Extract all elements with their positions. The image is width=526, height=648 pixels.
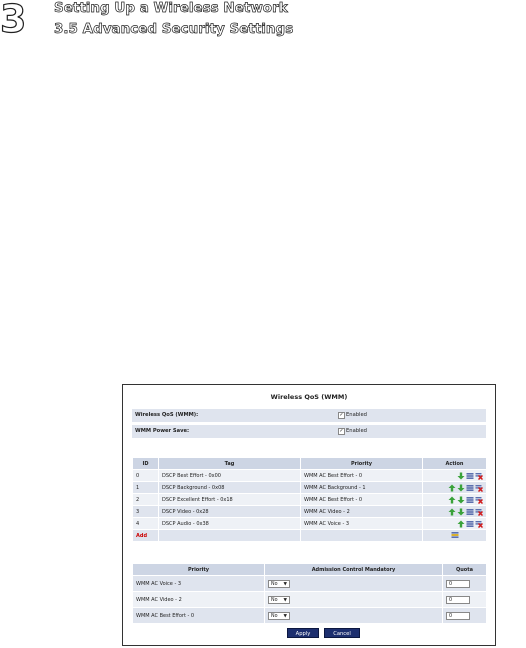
rule-tag: DSCP Background - 0x08	[159, 482, 301, 494]
chevron-down-icon: ▼	[283, 597, 287, 603]
column-header-tag: Tag	[159, 458, 301, 470]
move-up-icon[interactable]	[448, 484, 456, 492]
rule-actions	[423, 470, 487, 482]
admission-priority: WMM AC Video - 2	[133, 592, 265, 608]
delete-icon[interactable]	[475, 472, 483, 480]
move-down-icon[interactable]	[457, 496, 465, 504]
rule-priority: WMM AC Best Effort - 0	[301, 470, 423, 482]
rule-id: 4	[133, 518, 159, 530]
power-save-setting-label: WMM Power Save:	[135, 428, 190, 434]
table-row	[133, 518, 487, 530]
delete-icon[interactable]	[475, 520, 483, 528]
rule-id: 0	[133, 470, 159, 482]
rule-priority: WMM AC Video - 2	[301, 506, 423, 518]
admission-mandatory-select[interactable]: No ▼	[268, 612, 290, 620]
table-row-add	[133, 530, 487, 542]
move-down-icon[interactable]	[457, 472, 465, 480]
quota-input[interactable]: 0	[446, 596, 470, 604]
admission-cell	[265, 608, 443, 624]
table-row	[133, 494, 487, 506]
power-save-setting-row	[132, 425, 486, 439]
column-header-priority: Priority	[133, 564, 265, 576]
table-row	[133, 592, 487, 608]
rule-tag: DSCP Excellent Effort - 0x18	[159, 494, 301, 506]
rule-actions	[423, 506, 487, 518]
rule-actions	[423, 518, 487, 530]
move-down-icon[interactable]	[457, 484, 465, 492]
table-row	[133, 576, 487, 592]
power-save-enabled-checkbox[interactable]: ✓	[339, 428, 344, 434]
column-header-quota: Quota	[443, 564, 487, 576]
rule-priority: WMM AC Voice - 3	[301, 518, 423, 530]
panel-title: Wireless QoS (WMM)	[270, 393, 348, 401]
delete-icon[interactable]	[475, 508, 483, 516]
qos-rules-table	[132, 457, 487, 542]
table-row	[133, 506, 487, 518]
rule-id: 1	[133, 482, 159, 494]
add-actions	[423, 530, 487, 542]
delete-icon[interactable]	[475, 496, 483, 504]
edit-icon[interactable]	[466, 496, 474, 504]
apply-button[interactable]: Apply	[287, 628, 319, 638]
admission-mandatory-select[interactable]: No ▼	[268, 596, 290, 604]
wmm-enabled-label: Enabled	[346, 412, 367, 418]
edit-icon[interactable]	[466, 472, 474, 480]
edit-icon[interactable]	[466, 484, 474, 492]
add-rule-link[interactable]: Add	[136, 532, 148, 539]
chevron-down-icon: ▼	[283, 613, 287, 619]
move-down-icon[interactable]	[457, 508, 465, 516]
quota-cell	[443, 592, 487, 608]
column-header-admission-control: Admission Control Mandatory	[265, 564, 443, 576]
edit-icon[interactable]	[466, 508, 474, 516]
rule-actions	[423, 482, 487, 494]
admission-cell	[265, 576, 443, 592]
chapter-title: Setting Up a Wireless Network	[54, 0, 288, 16]
table-row	[133, 482, 487, 494]
column-header-id: ID	[133, 458, 159, 470]
quota-input[interactable]: 0	[446, 612, 470, 620]
add-cell	[133, 530, 159, 542]
admission-mandatory-select[interactable]: No ▼	[268, 580, 290, 588]
add-new-icon[interactable]	[451, 531, 459, 539]
rule-priority: WMM AC Background - 1	[301, 482, 423, 494]
move-up-icon[interactable]	[448, 508, 456, 516]
delete-icon[interactable]	[475, 484, 483, 492]
power-save-enabled-label: Enabled	[346, 428, 367, 434]
wmm-setting-row	[132, 409, 486, 423]
column-header-priority: Priority	[301, 458, 423, 470]
rule-priority: WMM AC Best Effort - 0	[301, 494, 423, 506]
quota-cell	[443, 608, 487, 624]
quota-input[interactable]: 0	[446, 580, 470, 588]
edit-icon[interactable]	[466, 520, 474, 528]
table-row	[133, 608, 487, 624]
column-header-action: Action	[423, 458, 487, 470]
admission-control-table	[132, 563, 487, 624]
admission-priority: WMM AC Voice - 3	[133, 576, 265, 592]
rule-id: 2	[133, 494, 159, 506]
wmm-enabled-checkbox[interactable]: ✓	[339, 412, 344, 418]
move-up-icon[interactable]	[457, 520, 465, 528]
admission-cell	[265, 592, 443, 608]
chevron-down-icon: ▼	[283, 581, 287, 587]
section-title: 3.5 Advanced Security Settings	[54, 21, 294, 37]
rule-tag: DSCP Best Effort - 0x00	[159, 470, 301, 482]
rule-tag: DSCP Audio - 0x38	[159, 518, 301, 530]
table-row	[133, 470, 487, 482]
quota-cell	[443, 576, 487, 592]
admission-header	[133, 564, 487, 576]
qos-rules-header	[133, 458, 487, 470]
wireless-qos-panel	[122, 384, 496, 646]
rule-tag: DSCP Video - 0x28	[159, 506, 301, 518]
cancel-button[interactable]: Cancel	[324, 628, 360, 638]
move-up-icon[interactable]	[448, 496, 456, 504]
wmm-setting-label: Wireless QoS (WMM):	[135, 412, 199, 418]
rule-actions	[423, 494, 487, 506]
rule-id: 3	[133, 506, 159, 518]
chapter-number: 3	[0, 0, 27, 41]
admission-priority: WMM AC Best Effort - 0	[133, 608, 265, 624]
